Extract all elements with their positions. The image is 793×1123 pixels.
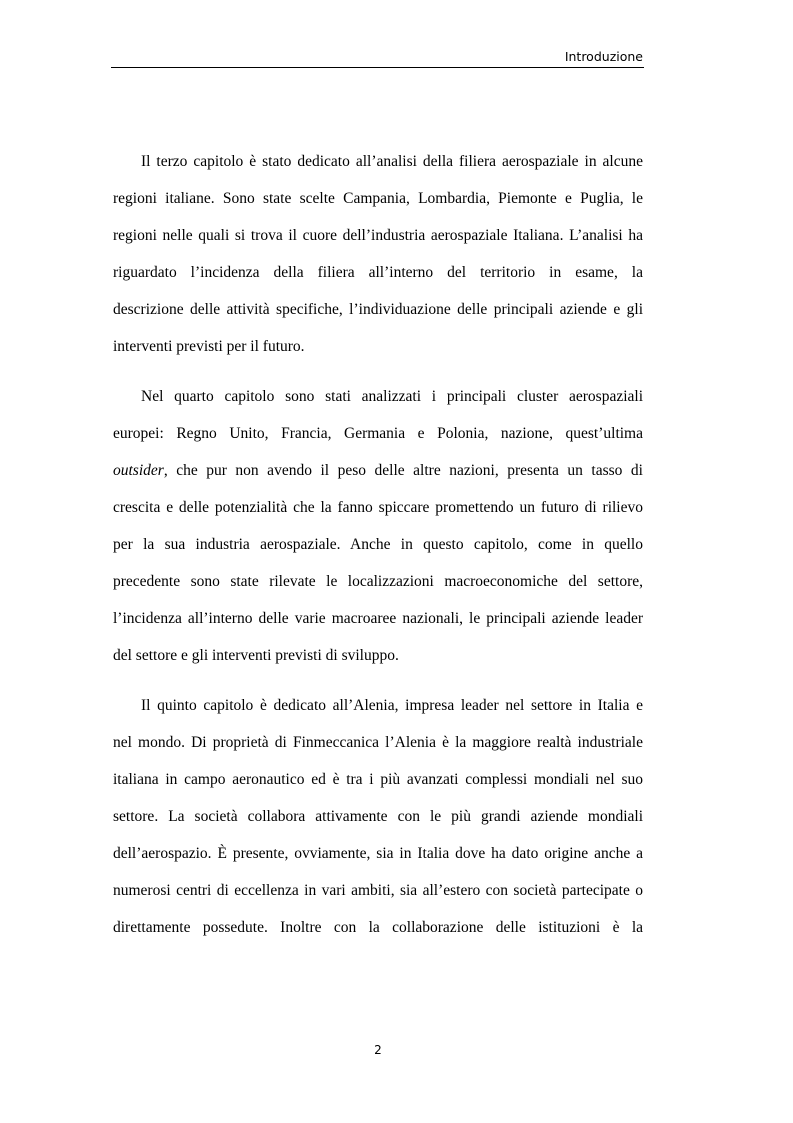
text-fragment: , che pur non avendo il peso delle altre nazioni, presenta un tasso di [163,462,643,479]
text-line: direttamente possedute. Inoltre con la collaborazione delle istituzioni è la [113,919,643,936]
text-line: Nel quarto capitolo sono stati analizzati i principali cluster aerospaziali [141,388,643,405]
text-line: crescita e delle potenzialità che la fanno spiccare promettendo un futuro di rilievo [113,499,643,516]
text-line: regioni italiane. Sono state scelte Campania, Lombardia, Piemonte e Puglia, le [113,190,643,207]
text-line: europei: Regno Unito, Francia, Germania e Polonia, nazione, quest’ultima [113,425,643,442]
text-line: precedente sono state rilevate le localizzazioni macroeconomiche del settore, [113,573,643,590]
page-number: 2 [374,1043,382,1057]
text-line: interventi previsti per il futuro. [113,338,305,355]
header-divider [111,67,644,68]
text-line: del settore e gli interventi previsti di sviluppo. [113,647,399,664]
text-line: nel mondo. Di proprietà di Finmeccanica l’Alenia è la maggiore realtà industriale [113,734,643,751]
text-line: descrizione delle attività specifiche, l’individuazione delle principali aziende e gli [113,301,643,318]
paragraph-third-chapter [113,143,643,365]
text-line [113,452,643,489]
paragraph-fourth-chapter [113,378,643,674]
text-line: italiana in campo aeronautico ed è tra i più avanzati complessi mondiali nel suo [113,771,643,788]
text-line: Il terzo capitolo è stato dedicato all’analisi della filiera aerospaziale in alcune [141,153,643,170]
text-line: l’incidenza all’interno delle varie macroaree nazionali, le principali aziende leader [113,610,643,627]
text-line: numerosi centri di eccellenza in vari ambiti, sia all’estero con società partecipate o [113,882,643,899]
text-line: regioni nelle quali si trova il cuore dell’industria aerospaziale Italiana. L’analisi ha [113,227,643,244]
text-line: dell’aerospazio. È presente, ovviamente, sia in Italia dove ha dato origine anche a [113,845,643,862]
running-header-title: Introduzione [564,49,643,64]
text-line: per la sua industria aerospaziale. Anche in questo capitolo, come in quello [113,536,643,553]
text-line: settore. La società collabora attivamente con le più grandi aziende mondiali [113,808,643,825]
document-body [113,143,643,946]
paragraph-fifth-chapter [113,687,643,946]
text-line: Il quinto capitolo è dedicato all’Alenia, impresa leader nel settore in Italia e [141,697,643,714]
italic-term-outsider: outsider [113,462,164,479]
text-line: riguardato l’incidenza della filiera all’interno del territorio in esame, la [113,264,643,281]
